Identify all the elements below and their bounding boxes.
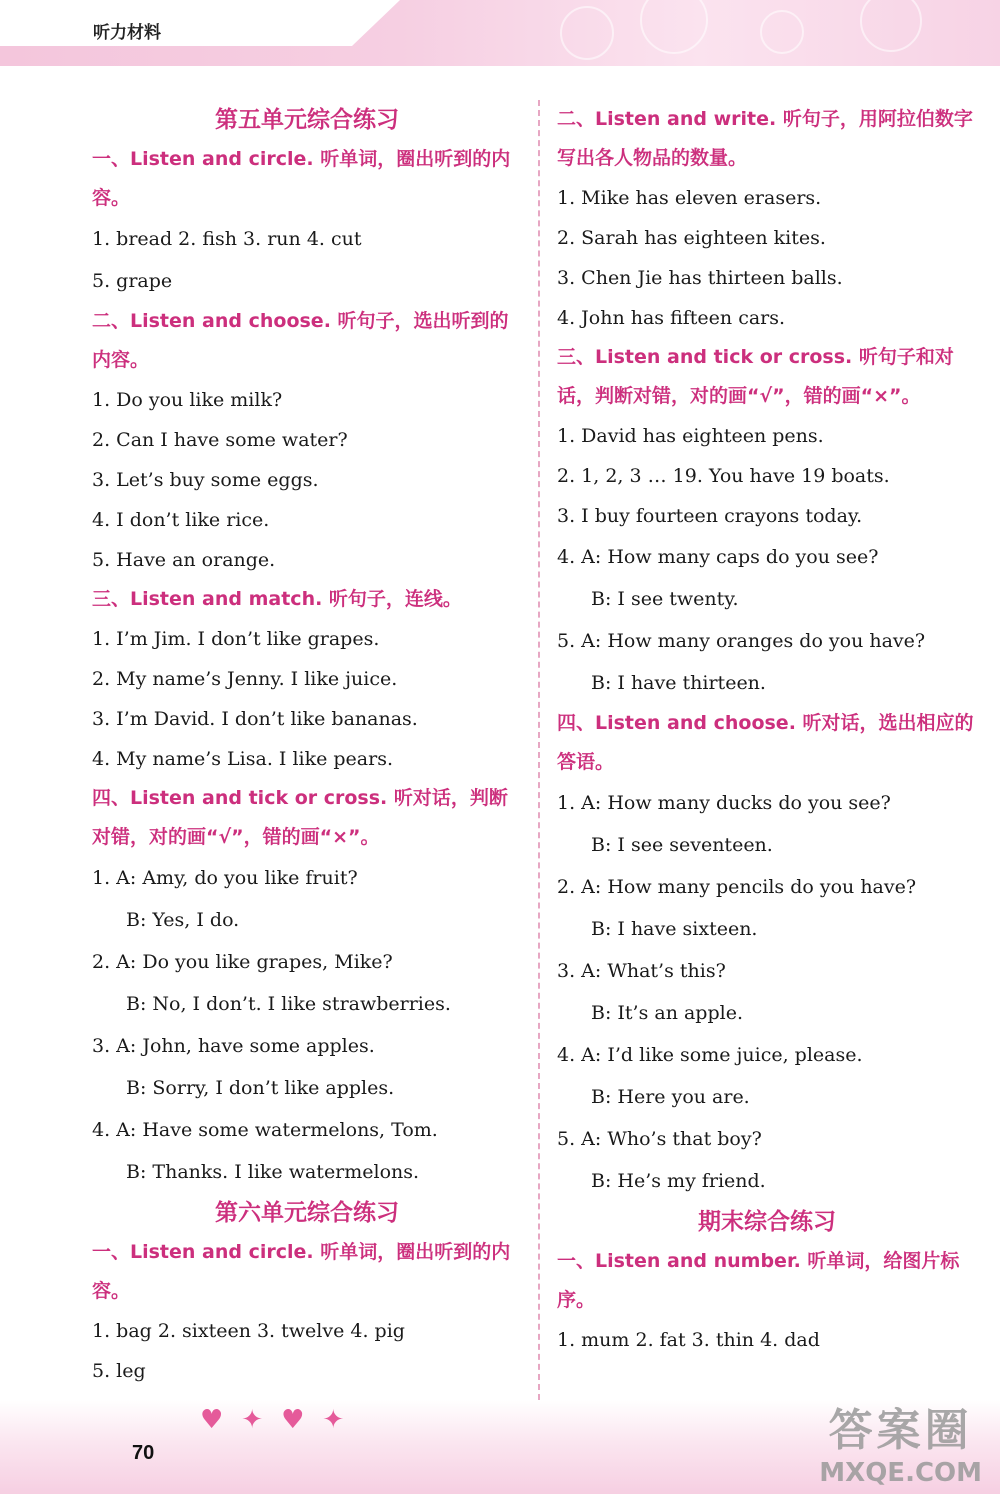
dialogue-line: 4. A: How many caps do you see? <box>557 546 879 568</box>
dialogue-line: 5. A: Who’s that boy? <box>557 1128 762 1150</box>
dialogue-line: 2. A: Do you like grapes, Mike? <box>92 951 393 973</box>
decorative-bubble <box>640 0 708 54</box>
column-divider <box>538 100 540 1400</box>
dialogue-line: 1. A: Amy, do you like fruit? <box>92 867 358 889</box>
u5-s1-instruction: 一、Listen and circle. 听单词，圈出听到的内容。 <box>92 148 511 209</box>
list-item: 3. I buy fourteen crayons today. <box>557 505 863 527</box>
list-item: 4. My name’s Lisa. I like pears. <box>92 748 394 770</box>
dialogue-line: 5. A: How many oranges do you have? <box>557 630 926 652</box>
u5-s4-instruction: 四、Listen and tick or cross. 听对话，判断对错，对的画“√”，错的画“×”。 <box>92 787 508 848</box>
final-review-title: 期末综合练习 <box>698 1209 836 1235</box>
decorative-bubble <box>760 10 804 54</box>
header-title: 听力材料 <box>93 23 161 43</box>
final-s1-instruction: 一、Listen and number. 听单词，给图片标序。 <box>557 1250 960 1311</box>
watermark <box>819 1394 982 1488</box>
dialogue-line: B: Thanks. I like watermelons. <box>126 1161 420 1183</box>
dialogue-line: 3. A: What’s this? <box>557 960 726 982</box>
list-item: 3. I’m David. I don’t like bananas. <box>92 708 418 730</box>
dialogue-line: 1. A: How many ducks do you see? <box>557 792 891 814</box>
list-item: 5. grape <box>92 270 173 292</box>
list-item: 2. My name’s Jenny. I like juice. <box>92 668 398 690</box>
left-column <box>92 100 522 1391</box>
list-item: 1. I’m Jim. I don’t like grapes. <box>92 628 380 650</box>
dialogue-line: B: Yes, I do. <box>126 909 240 931</box>
list-item: 1. bag 2. sixteen 3. twelve 4. pig <box>92 1320 405 1342</box>
decorative-bubble <box>560 6 614 60</box>
dialogue-line: B: Sorry, I don’t like apples. <box>126 1077 395 1099</box>
dialogue-line: B: I see seventeen. <box>591 834 773 856</box>
u5-s3-instruction: 三、Listen and match. 听句子，连线。 <box>92 588 462 610</box>
dialogue-line: B: He’s my friend. <box>591 1170 766 1192</box>
dialogue-line: 4. A: I’d like some juice, please. <box>557 1044 863 1066</box>
list-item: 2. 1, 2, 3 … 19. You have 19 boats. <box>557 465 890 487</box>
dialogue-line: B: I have sixteen. <box>591 918 758 940</box>
u6-s4-instruction: 四、Listen and choose. 听对话，选出相应的答语。 <box>557 712 974 773</box>
watermark-bottom: MXQE.COM <box>819 1458 982 1488</box>
dialogue-line: B: No, I don’t. I like strawberries. <box>126 993 451 1015</box>
dialogue-line: B: I see twenty. <box>591 588 739 610</box>
list-item: 4. I don’t like rice. <box>92 509 270 531</box>
header-tab <box>0 0 400 46</box>
dialogue-line: 2. A: How many pencils do you have? <box>557 876 917 898</box>
u6-s1-instruction: 一、Listen and circle. 听单词，圈出听到的内容。 <box>92 1241 511 1302</box>
unit6-title: 第六单元综合练习 <box>215 1200 399 1226</box>
dialogue-line: B: I have thirteen. <box>591 672 766 694</box>
list-item: 1. Mike has eleven erasers. <box>557 187 822 209</box>
u6-s2-instruction: 二、Listen and write. 听句子，用阿拉伯数字写出各人物品的数量。 <box>557 108 973 169</box>
decorative-bubble <box>860 0 922 52</box>
list-item: 4. John has fifteen cars. <box>557 307 786 329</box>
list-item: 2. Sarah has eighteen kites. <box>557 227 826 249</box>
list-item: 1. bread 2. fish 3. run 4. cut <box>92 228 362 250</box>
list-item: 5. leg <box>92 1360 146 1382</box>
dialogue-line: B: It’s an apple. <box>591 1002 743 1024</box>
list-item: 3. Chen Jie has thirteen balls. <box>557 267 843 289</box>
u6-s3-instruction: 三、Listen and tick or cross. 听句子和对话，判断对错，对的画“√”，错的画“×”。 <box>557 346 954 407</box>
dialogue-line: 3. A: John, have some apples. <box>92 1035 375 1057</box>
u5-s2-instruction: 二、Listen and choose. 听句子，选出听到的内容。 <box>92 310 509 371</box>
list-item: 5. Have an orange. <box>92 549 276 571</box>
list-item: 1. Do you like milk? <box>92 389 283 411</box>
watermark-top: 答案圈 <box>828 1405 973 1456</box>
list-item: 1. David has eighteen pens. <box>557 425 824 447</box>
right-column <box>557 100 977 1360</box>
list-item: 3. Let’s buy some eggs. <box>92 469 319 491</box>
list-item: 1. mum 2. fat 3. thin 4. dad <box>557 1329 820 1351</box>
heart-decoration-icon: ♥✦♥✦ <box>200 1405 363 1435</box>
dialogue-line: 4. A: Have some watermelons, Tom. <box>92 1119 438 1141</box>
unit5-title: 第五单元综合练习 <box>215 107 399 133</box>
page-number: 70 <box>132 1442 155 1464</box>
list-item: 2. Can I have some water? <box>92 429 348 451</box>
dialogue-line: B: Here you are. <box>591 1086 750 1108</box>
